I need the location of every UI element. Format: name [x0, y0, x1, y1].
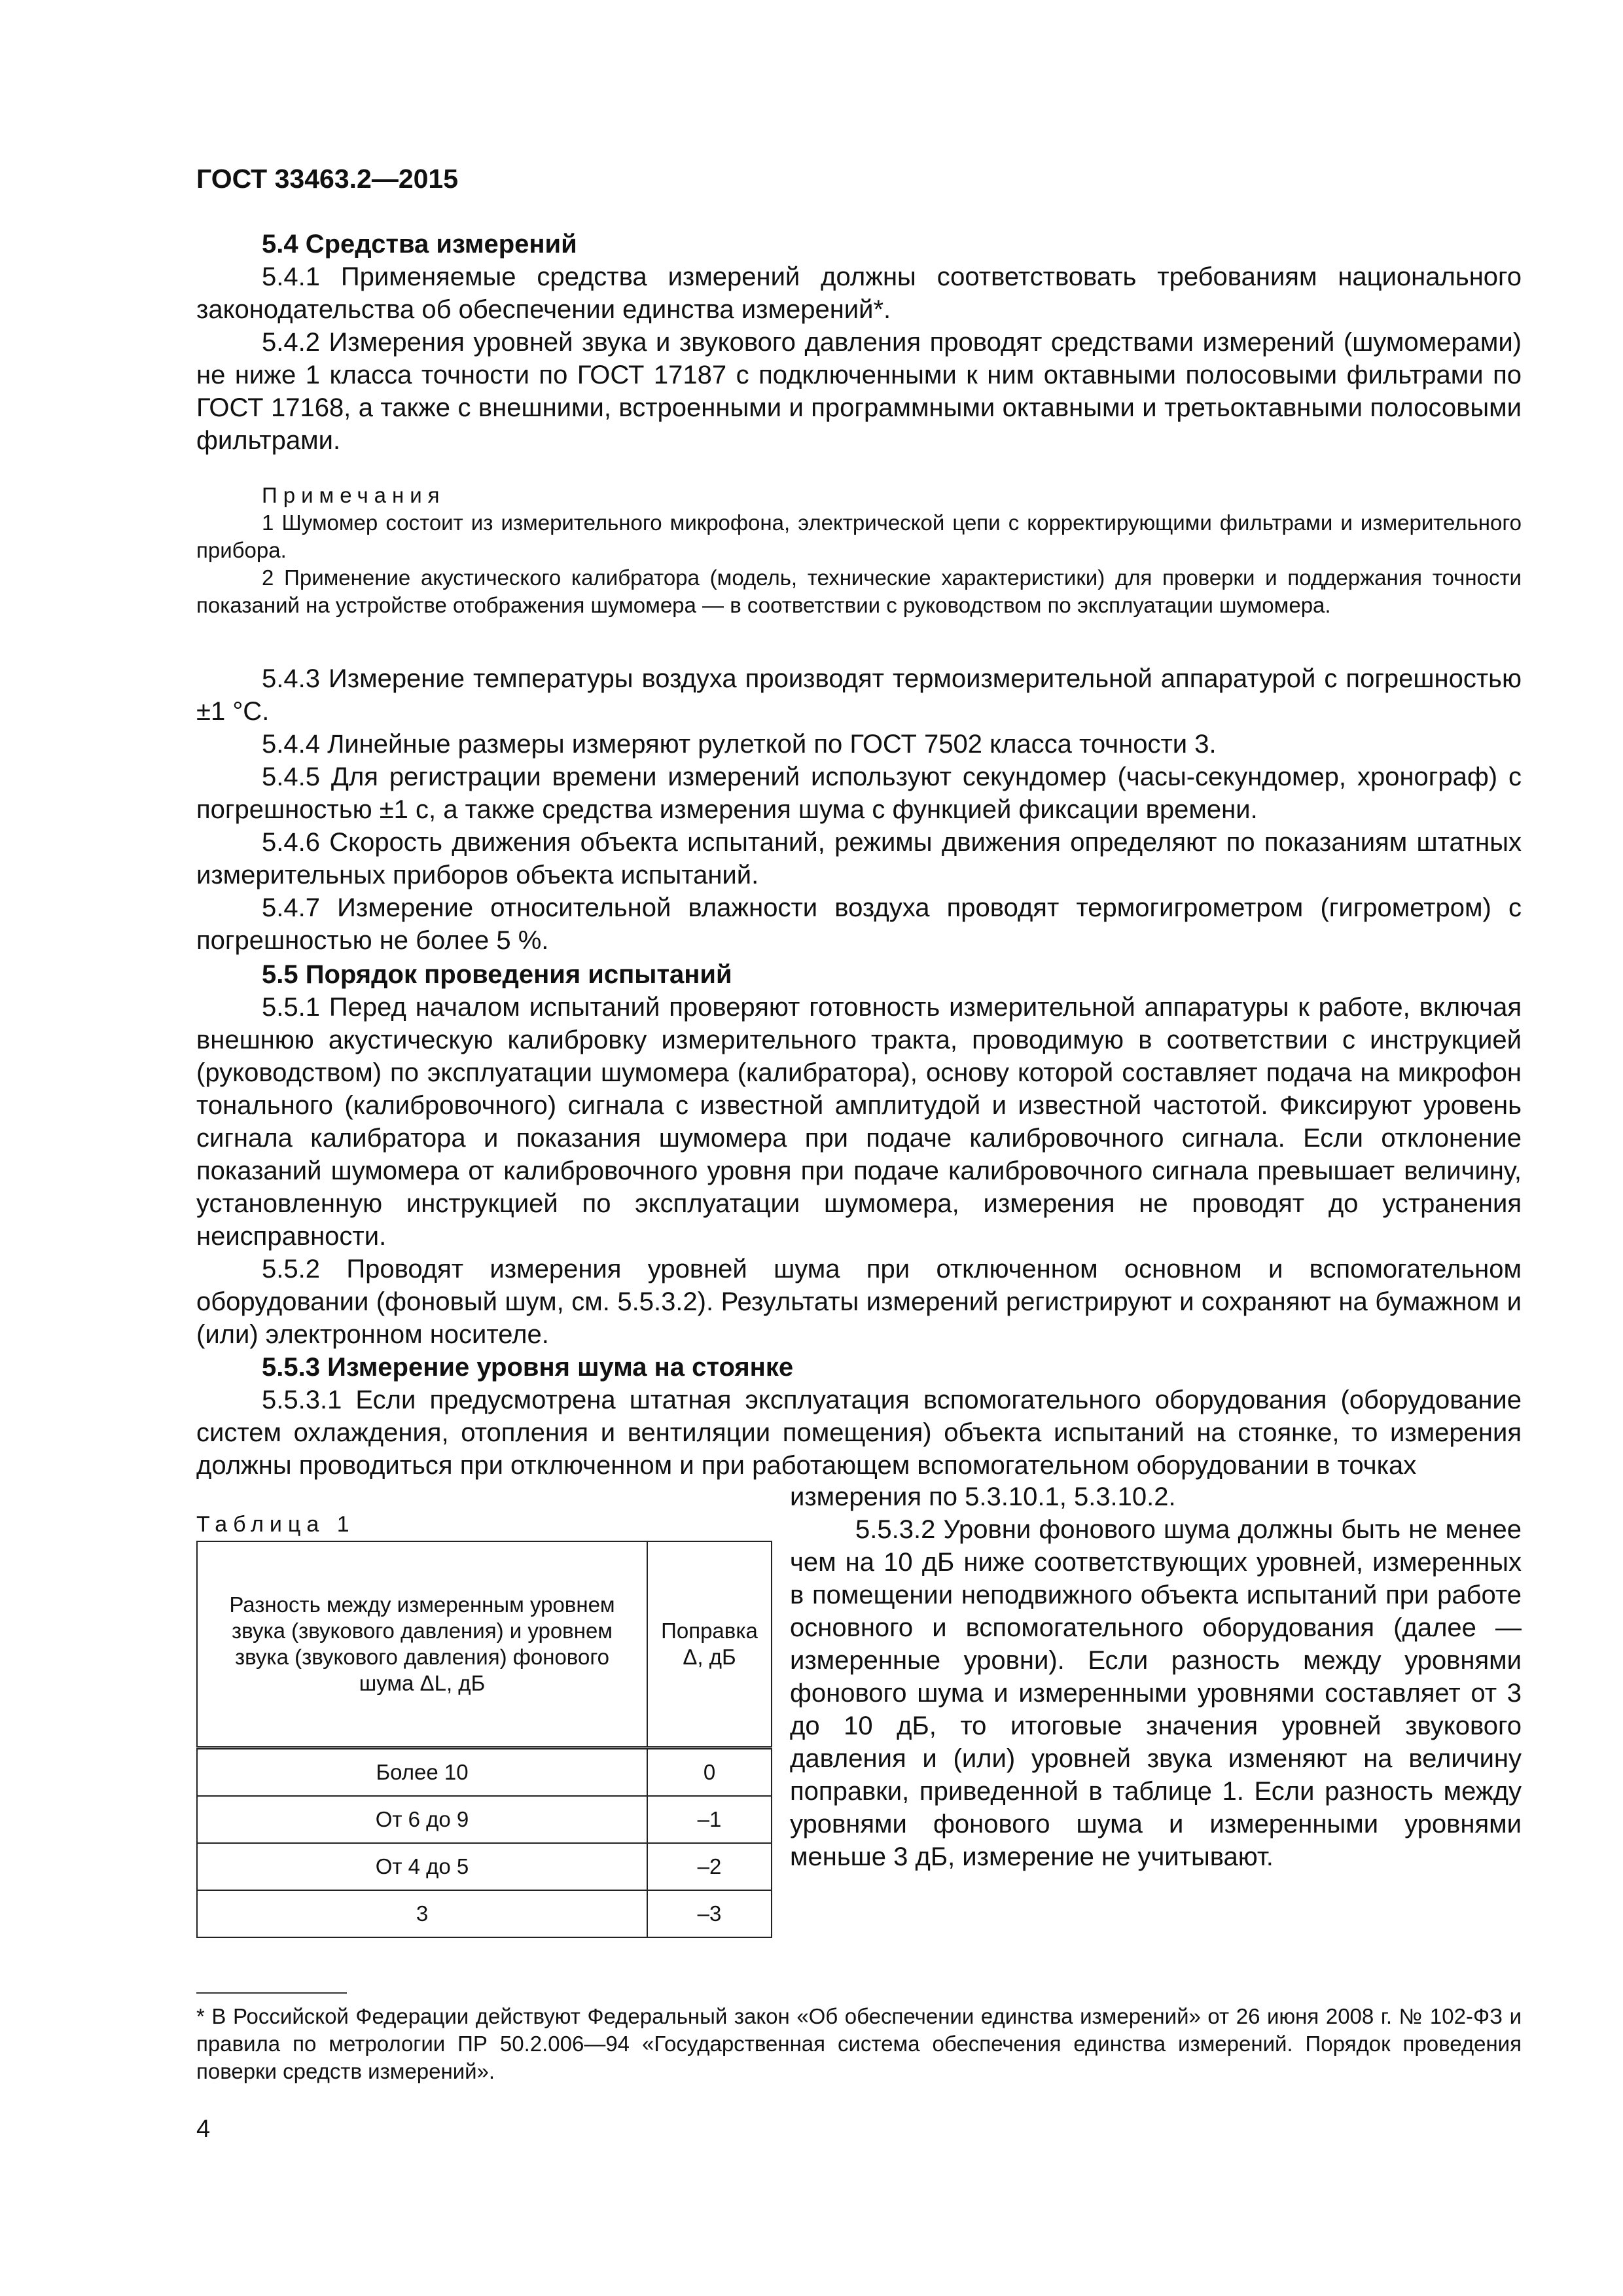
para-5-4-3: 5.4.3 Измерение температуры воздуха производят термоизмерительной аппаратурой с погрешностью ±1 °С. [196, 664, 1522, 726]
table-cell-correction: 0 [647, 1748, 772, 1797]
para-5-4-1: 5.4.1 Применяемые средства измерений должны соответствовать требованиям национального законодательства об обеспечении единства измерений*. [196, 262, 1522, 324]
para-5-5-1: 5.5.1 Перед началом испытаний проверяют готовность измерительной аппаратуры к работе, включая внешнюю акустическую калибровку измерительного тракта, проводимую в соответствии с инструкцией (руководством) по эксплуатации шумомера (калибратора), основу которой составляет подача на микрофон тонального (калибровочного) сигнала с известной амплитудой и известной частотой. Фиксируют уровень сигнала калибратора и показания шумомера при подаче калибровочного сигнала. Если отклонение показаний шумомера от калибровочного уровня при подаче калибровочного сигнала превышает величину, установленную инструкцией по эксплуатации шумомера, измерения не проводят до устранения неисправности. [196, 993, 1522, 1251]
table-cell-diff: Более 10 [197, 1748, 647, 1797]
table-header-row [197, 1541, 772, 1748]
section-5-4-cont [196, 662, 1522, 957]
para-5-4-4: 5.4.4 Линейные размеры измеряют рулеткой по ГОСТ 7502 класса точности 3. [262, 730, 1217, 759]
heading-5-5: 5.5 Порядок проведения испытаний [262, 960, 732, 989]
heading-5-4: 5.4 Средства измерений [262, 230, 577, 259]
table-cell-correction: –2 [647, 1843, 772, 1890]
note-2: 2 Применение акустического калибратора (модель, технические характеристики) для проверки и поддержания точности показаний на устройстве отображения шумомера — в соответствии с руководством по эксплуатации шумомера. [196, 565, 1522, 617]
para-5-4-5: 5.4.5 Для регистрации времени измерений используют секундомер (часы-секундомер, хронограф) с погрешностью ±1 с, а также средства измерения шума с функцией фиксации времени. [196, 762, 1522, 824]
table-cell-diff: От 4 до 5 [197, 1843, 647, 1890]
side-text [790, 1480, 1522, 1873]
document-header: ГОСТ 33463.2—2015 [196, 164, 459, 194]
table-header-correction: Поправка Δ, дБ [647, 1541, 772, 1748]
notes-title: Примечания [262, 483, 446, 507]
table-header-diff: Разность между измеренным уровнем звука (звукового давления) и уровнем звука (звукового давления) фонового шума ΔL, дБ [197, 1541, 647, 1748]
section-5-4 [196, 228, 1522, 457]
table-row [197, 1748, 772, 1797]
table-cell-correction: –3 [647, 1890, 772, 1937]
para-5-4-6: 5.4.6 Скорость движения объекта испытаний, режимы движения определяют по показаниям штатных измерительных приборов объекта испытаний. [196, 828, 1522, 889]
notes-block [196, 482, 1522, 619]
table-cell-diff: От 6 до 9 [197, 1796, 647, 1843]
para-5-5-3-1-end: измерения по 5.3.10.1, 5.3.10.2. [790, 1482, 1176, 1511]
table-cell-correction: –1 [647, 1796, 772, 1843]
table-row [197, 1843, 772, 1890]
footnote-separator [196, 1992, 347, 1994]
table-row [197, 1796, 772, 1843]
page-number: 4 [196, 2115, 211, 2143]
table-cell-diff: 3 [197, 1890, 647, 1937]
footnote: * В Российской Федерации действуют Федеральный закон «Об обеспечении единства измерений» от 26 июня 2008 г. № 102-ФЗ и правила по метрологии ПР 50.2.006—94 «Государственная система обеспечения единства измерений. Порядок проведения поверки средств измерений». [196, 2004, 1522, 2083]
table-1 [196, 1541, 772, 1938]
table-caption: Таблица 1 [196, 1512, 355, 1537]
para-5-5-2: 5.5.2 Проводят измерения уровней шума при отключенном основном и вспомогательном оборудовании (фоновый шум, см. 5.5.3.2). Результаты измерений регистрируют и сохраняют на бумажном и (или) электронном носителе. [196, 1255, 1522, 1349]
section-5-5 [196, 958, 1522, 1482]
table-row [197, 1890, 772, 1937]
para-5-4-2: 5.4.2 Измерения уровней звука и звукового давления проводят средствами измерений (шумомерами) не ниже 1 класса точности по ГОСТ 17187 с подключенными к ним октавными полосовыми фильтрами по ГОСТ 17168, а также с внешними, встроенными и программными октавными и третьоктавными полосовыми фильтрами. [196, 328, 1522, 455]
para-5-5-3-1: 5.5.3.1 Если предусмотрена штатная эксплуатация вспомогательного оборудования (оборудование систем охлаждения, отопления и вентиляции помещения) объекта испытаний на стоянке, то измерения должны проводиться при отключенном и при работающем вспомогательном оборудовании в точках [196, 1386, 1522, 1480]
heading-5-5-3: 5.5.3 Измерение уровня шума на стоянке [262, 1353, 794, 1382]
para-5-5-3-2: 5.5.3.2 Уровни фонового шума должны быть не менее чем на 10 дБ ниже соответствующих уровней, измеренных в помещении неподвижного объекта испытаний при работе основного и вспомогательного оборудования (далее — измеренные уровни). Если разность между уровнями фонового шума и измеренными уровнями составляет от 3 до 10 дБ, то итоговые значения уровней звукового давления и (или) уровней звука изменяют на величину поправки, приведенной в таблице 1. Если разность между уровнями фонового шума и измеренными уровнями меньше 3 дБ, измерение не учитывают. [790, 1515, 1522, 1871]
para-5-4-7: 5.4.7 Измерение относительной влажности воздуха проводят термогигрометром (гигрометром) с погрешностью не более 5 %. [196, 893, 1522, 955]
note-1: 1 Шумомер состоит из измерительного микрофона, электрической цепи с корректирующими фильтрами и измерительного прибора. [196, 511, 1522, 562]
